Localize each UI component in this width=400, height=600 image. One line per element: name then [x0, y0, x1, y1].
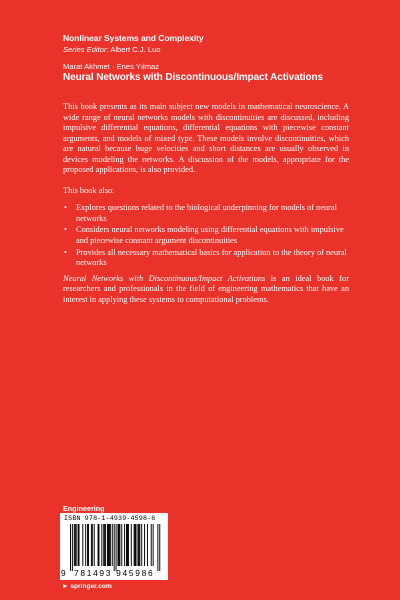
barcode-bar [139, 524, 140, 566]
barcode-bar [87, 524, 88, 566]
barcode-bar [94, 524, 95, 566]
closing-book-title: Neural Networks with Discontinuous/Impact Activations [63, 273, 266, 283]
book-authors: Marat Akhmet · Enes Yılmaz [63, 62, 160, 71]
barcode-bar [70, 524, 71, 571]
barcode-bar [92, 524, 93, 566]
barcode-bar [88, 524, 89, 566]
ean-first-digit: 9 [61, 568, 66, 578]
publisher-website[interactable]: ► springer.com [62, 583, 112, 590]
barcode-bar [98, 524, 99, 566]
barcode-bar [74, 524, 75, 566]
bullet-icon: • [64, 247, 67, 257]
series-editor-name: Albert C.J. Luo [110, 45, 161, 54]
barcode-bar [78, 524, 79, 566]
isbn-barcode [60, 513, 168, 580]
barcode-bar [153, 524, 154, 566]
barcode-bar [101, 524, 102, 566]
feature-list-item [63, 225, 349, 246]
barcode-bar [135, 524, 136, 566]
barcode-bar [108, 524, 109, 566]
barcode-bar [118, 524, 119, 566]
barcode-bar [76, 524, 77, 566]
closing-text: is an ideal book for researchers and professionals in the field of engineering mathematics that have an interest in applying these systems to computational problems. [63, 273, 349, 304]
barcode-bar [75, 524, 76, 566]
barcode-bar [109, 524, 110, 566]
barcode-bar [91, 524, 92, 566]
description-intro: This book presents as its main subject new models in mathematical neuroscience. A wide range of neural networks models with discontinuities are discussed, including impulsive differential equations, differential equations with piecewise constant arguments, and models of mixed type. These models involve discontinuities, which are natural because huge velocities and short distances are usually observed in devices modeling the networks. A discussion of the models, appropriate for the proposed applications, is also provided. [63, 102, 349, 175]
bullet-icon: • [64, 225, 67, 235]
description-closing [63, 274, 349, 306]
barcode-bar [128, 524, 129, 566]
barcode-bar [137, 524, 138, 566]
subject-category: Engineering [63, 504, 105, 513]
barcode-bar [104, 524, 105, 566]
barcode-bar [82, 524, 83, 566]
barcode-bar [127, 524, 128, 566]
ean-digits: 781493 945986 [74, 568, 155, 578]
feature-list [63, 203, 349, 268]
barcode-bar [124, 524, 125, 566]
barcode-bar [144, 524, 145, 566]
barcode-bar [157, 524, 158, 571]
barcode-bar [141, 524, 142, 566]
book-title: Neural Networks with Discontinuous/Impact Activations [63, 72, 323, 83]
feature-list-item [63, 248, 349, 269]
barcode-bar [118, 524, 119, 566]
barcode-bar [110, 524, 111, 566]
barcode-bar [121, 524, 122, 566]
series-name: Nonlinear Systems and Complexity [63, 33, 204, 43]
back-cover-description [63, 102, 349, 305]
bullet-icon: • [64, 203, 67, 213]
barcode-bar [85, 524, 86, 566]
isbn-number: ISBN 978-1-4939-4598-6 [64, 515, 156, 522]
barcode-bar [126, 524, 127, 566]
barcode-bar [136, 524, 137, 566]
barcode-bar [105, 524, 106, 566]
barcode-bar [72, 524, 73, 571]
barcode-bar [107, 524, 108, 566]
series-editor [63, 45, 161, 54]
barcode-bar [114, 524, 115, 571]
barcode-bar [79, 524, 80, 566]
feature-text: Explores questions related to the biological underpinning for models of neural networks [76, 203, 337, 223]
barcode-bar [147, 524, 148, 566]
feature-list-item [63, 203, 349, 224]
barcode-bar [99, 524, 100, 566]
barcode-bar [116, 524, 117, 571]
barcode-bar [134, 524, 135, 566]
feature-text: Considers neural networks modeling using differential equations with impulsive and piecewise constant argument discontinuities [76, 225, 344, 246]
description-lead-in: This book also: [63, 185, 115, 195]
barcode-bar [103, 524, 104, 566]
barcode-bar [119, 524, 120, 566]
barcode-bar [112, 524, 113, 566]
series-editor-label: Series Editor: [63, 45, 109, 54]
barcode-bar [151, 524, 152, 566]
barcode-bar [159, 524, 160, 571]
barcode-bar [131, 524, 132, 566]
feature-text: Provides all necessary mathematical basics for application to the theory of neural networks [76, 247, 347, 268]
barcode-bar [138, 524, 139, 566]
